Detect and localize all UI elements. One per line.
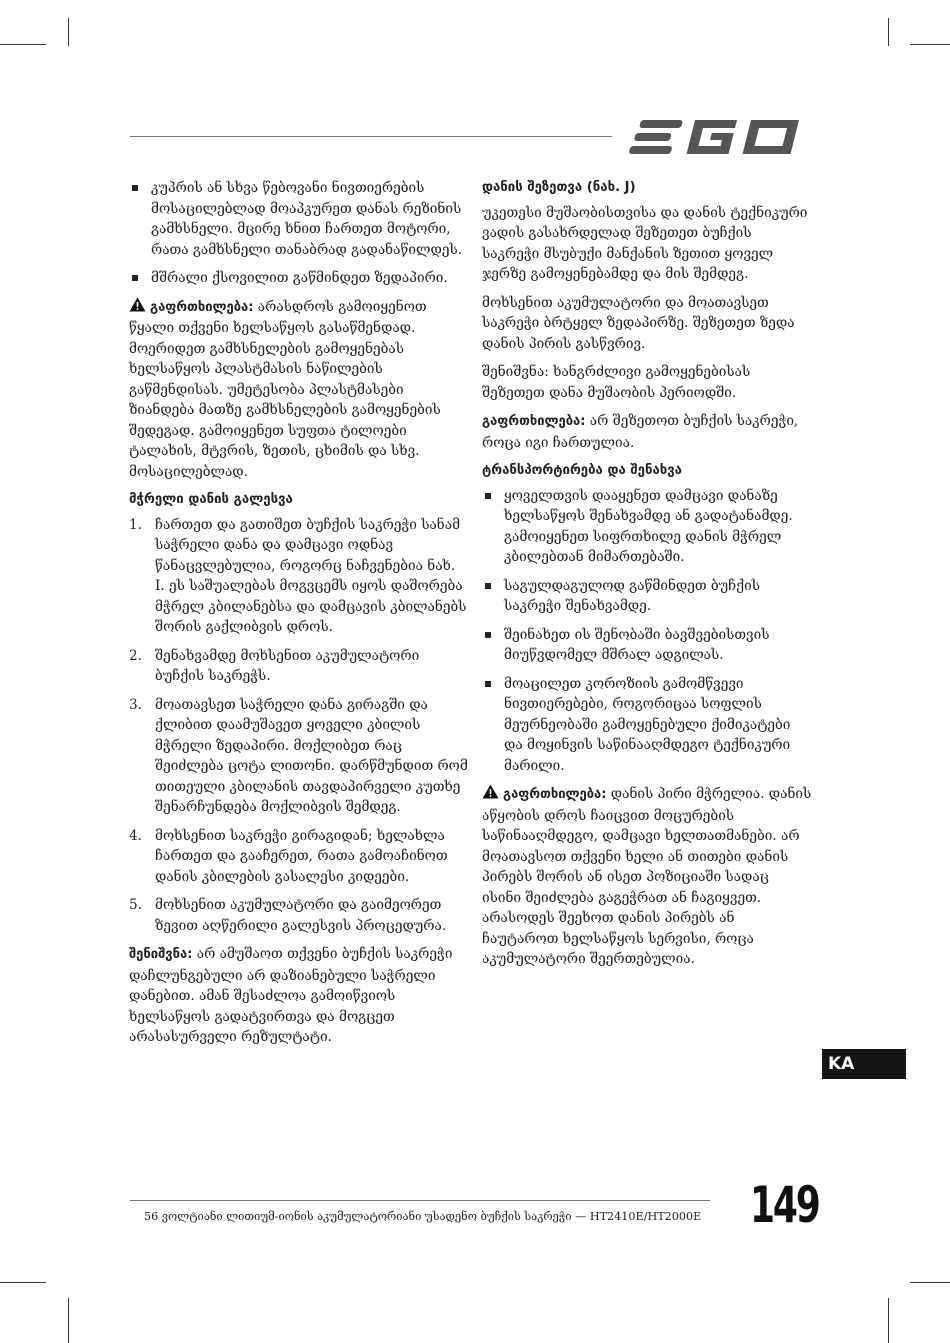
warning-paragraph	[129, 297, 469, 483]
warning-paragraph	[482, 784, 812, 970]
step-text: მოხსენით აკუმულატორი და გაიმეორეთ ზევით აღწერილი გალესვის პროცედურა.	[155, 897, 447, 934]
step-text: მოათავსეთ საჭრელი დანა გირაგში და ქლიბით დაამუშავეთ ყოველი კბილის მჭრელი ზედაპირი. მოქლიბეთ რაც შეიძლება ცოტა ლითონი. დარწმუნდით რომ თითეული კბილანის თავდაპირველი კუთხე შენარჩუნდება მოქლიბვის შემდეგ.	[155, 696, 468, 815]
bullet-icon	[485, 583, 491, 589]
header-rule	[130, 136, 612, 137]
crop-mark	[910, 1282, 950, 1283]
warning-label: გაფრთხილება:	[503, 787, 607, 802]
list-item-text: ყოველთვის დააყენეთ დამცავი დანაზე ხელსაწყოს შენახვამდე ან გადატანამდე. გამოიყენეთ სიფრთხილე დანის მჭრელ კბილებთან მიმართებაში.	[504, 487, 793, 565]
crop-mark	[888, 18, 889, 46]
paragraph: უკეთესი მუშაობისთვისა და დანის ტექნიკური ვადის გასახრდელად შეზეთეთ ბუჩქის საკრეჭი მსუბუქი მანქანის ზეთით ყოველ ჯერზე გამოყენებამდე და მის შემდეგ.	[482, 204, 808, 282]
warning-text: დანის პირი მჭრელია. დანის აწყობის დროს ჩაიცვით მოცურების საწინააღმდეგო, დამცავი ხელთათმანები. არ მოათავსოთ თქვენი ხელი ან თითები დანის პირებს შორის ან ისეთ პოზიციაში სადაც ისინი შეიძლება გაგეჭრათ ან ჩაგიყვეთ. არასოდეს შეეხოთ დანის პირებს ან ჩაუტაროთ ხელსაწყოს სერვისი, როცა აკუმულატორი შეერთებულია.	[482, 786, 812, 967]
section-heading: ტრანსპორტირება და შენახვა	[482, 463, 682, 478]
section-heading: მჭრელი დანის გალესვა	[129, 492, 293, 507]
crop-mark	[888, 1298, 889, 1343]
warning-text: არ შეზეთოთ ბუჩქის საკრეჭი, როცა იგი ჩართულია.	[482, 413, 799, 451]
bullet-icon	[132, 185, 138, 191]
bullet-icon	[485, 681, 491, 687]
bullet-icon	[485, 493, 491, 499]
footer-text: 56 ვოლტიანი ლითიუმ-იონის აკუმულატორიანი უსადენო ბუჩქის საკრეჭი — HT2410E/HT2000E	[144, 1210, 702, 1223]
list-item-text: მოაცილეთ კოროზიის გამომწვევი ნივთიერებები, როგორიცაა სოფლის მეურნეობაში გამოყენებული ქიმიკატები და მოყინვის საწინააღმდეგო ტექნიკური მარილი.	[504, 675, 791, 774]
note-paragraph	[129, 944, 469, 1048]
page-number: 149	[750, 1176, 819, 1234]
list-item	[482, 674, 812, 777]
step-item	[129, 895, 469, 936]
step-text: მოხსენით საკრეჭი გირაგიდან; ხელახლა ჩართეთ და გააჩერეთ, რათა გამოაჩინოთ დანის კბილების გასალესი კიდეები.	[155, 827, 448, 885]
bullet-icon	[485, 632, 491, 638]
list-item	[129, 178, 469, 260]
language-tab: KA	[822, 1049, 906, 1079]
warning-label: გაფრთხილება:	[150, 299, 254, 315]
crop-mark	[68, 1298, 69, 1343]
crop-mark	[68, 18, 69, 46]
step-item	[129, 515, 469, 638]
note-paragraph: შენიშვნა: ხანგრძლივი გამოყენებისას შეზეთეთ დანა მუშაობის პერიოდში.	[482, 364, 751, 401]
list-item	[129, 268, 469, 289]
step-number: 3.	[129, 696, 142, 713]
list-item-text: შეინახეთ ის შენობაში ბავშვებისთვის მიუწვდომელ მშრალ ადგილას.	[504, 626, 770, 663]
crop-mark	[0, 1282, 46, 1283]
warning-paragraph	[482, 411, 812, 453]
paragraph: მოხსენით აკუმულატორი და მოათავსეთ საკრეჭი ბრტყელ ზედაპირზე. შეზეთეთ ზედა დანის პირის გასწვრივ.	[482, 294, 795, 352]
footer-rule	[130, 1200, 710, 1201]
list-item-text: კუპრის ან სხვა წებოვანი ნივთიერების მოსაცილებლად მოაპკურეთ დანას რეზინის გამხსნელი. მცირე ხნით ჩართეთ მოტორი, რათა გამხსნელი თანაბრად გადანაწილდეს.	[151, 180, 463, 258]
crop-mark	[910, 44, 950, 45]
step-item	[129, 826, 469, 888]
step-item	[129, 695, 469, 818]
list-item	[482, 486, 812, 568]
warning-triangle-icon	[129, 297, 146, 312]
note-text: არ ამუშაოთ თქვენი ბუჩქის საკრეჭი დაჩლუნგებული არ დაზიანებული საჭრელი დანებით. ამან შესაძლოა გამოიწვიოს ხელსაწყოს გადატვირთვა და მოგცეთ არასასურველი რეზულტატი.	[129, 946, 453, 1045]
step-number: 4.	[129, 827, 142, 844]
warning-triangle-icon	[482, 784, 499, 799]
crop-mark	[0, 44, 46, 45]
list-item-text: მშრალი ქსოვილით გაწმინდეთ ზედაპირი.	[151, 270, 448, 286]
warning-text: არასდროს გამოიყენოთ წყალი თქვენი ხელსაწყოს გასაწმენდად. მოერიდეთ გამხსნელების გამოყენებას ხელსაწყოს პლასტმასის ნაწილების გაწმენდისას. უმეტესობა პლასტმასები ზიანდება მათზე გამხსნელების გამოყენების შედეგად. გამოიყენეთ სუფთა ტილოები ტალახის, მტვრის, ზეთის, ცხიმის და სხვ. მოსაცილებლად.	[129, 298, 441, 480]
left-column	[129, 178, 469, 1056]
warning-label: გაფრთხილება:	[482, 414, 586, 429]
list-item-text: საგულდაგულოდ გაწმინდეთ ბუჩქის საკრეჭი შენახვამდე.	[504, 577, 760, 614]
section-heading: დანის შეზეთვა (ნახ. J)	[482, 180, 636, 195]
step-item	[129, 646, 469, 687]
list-item	[482, 625, 812, 666]
step-text: შენახვამდე მოხსენით აკუმულატორი ბუჩქის საკრეჭს.	[155, 647, 420, 684]
right-column	[482, 178, 812, 978]
step-number: 2.	[129, 647, 142, 664]
ego-logo	[628, 116, 814, 162]
bullet-icon	[132, 275, 138, 281]
list-item	[482, 576, 812, 617]
step-text: ჩართეთ და გათიშეთ ბუჩქის საკრეჭი სანამ საჭრელი დანა და დამცავი ოდნავ წანაცვლებულია, როგორც ნაჩვენებია ნახ. I. ეს საშუალებას მოგვცემს იყოს დაშორება მჭრელ კბილანებსა და დამცავის კბილანებს შორის გაქლიბვის დროს.	[155, 516, 467, 635]
step-number: 5.	[129, 897, 142, 913]
note-label: შენიშვნა:	[129, 947, 193, 962]
step-number: 1.	[129, 516, 142, 533]
